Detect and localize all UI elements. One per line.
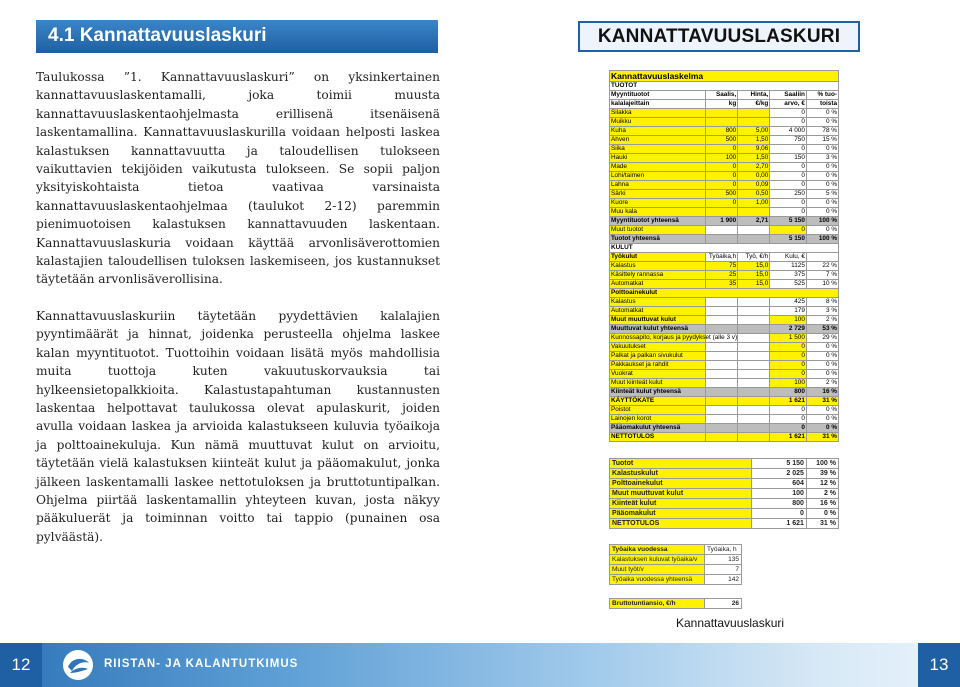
sheet-cell bbox=[738, 415, 770, 424]
sheet-row bbox=[610, 415, 839, 424]
summary-row bbox=[610, 469, 839, 479]
sheet-cell bbox=[706, 388, 738, 397]
sheet-cell: 525 bbox=[770, 280, 807, 289]
bruttotuntiansio-cell: Bruttotuntiansio, €/h bbox=[610, 599, 705, 609]
sheet-cell bbox=[706, 397, 738, 406]
sheet-row bbox=[610, 253, 839, 262]
sheet-row bbox=[610, 343, 839, 352]
sheet-cell: Hinta, bbox=[738, 91, 770, 100]
sheet-cell bbox=[738, 325, 770, 334]
sheet-cell: 8 % bbox=[806, 298, 838, 307]
sheet-cell: Kuore bbox=[610, 199, 706, 208]
summary-cell: Pääomakulut bbox=[610, 509, 752, 519]
sheet-cell bbox=[738, 433, 770, 442]
sheet-cell: 0 bbox=[770, 415, 807, 424]
sheet-cell: 1,00 bbox=[738, 199, 770, 208]
sheet-row bbox=[610, 127, 839, 136]
sheet-cell bbox=[706, 406, 738, 415]
sheet-cell bbox=[706, 226, 738, 235]
workload-cell: 142 bbox=[705, 575, 742, 585]
sheet-cell: 0 bbox=[770, 199, 807, 208]
sheet-cell: Lohi/taimen bbox=[610, 172, 706, 181]
sheet-cell: Pääomakulut yhteensä bbox=[610, 424, 706, 433]
workload-cell: Työaika vuodessa bbox=[610, 545, 705, 555]
sheet-cell: Särki bbox=[610, 190, 706, 199]
sheet-cell: Made bbox=[610, 163, 706, 172]
sheet-cell: 2 % bbox=[806, 316, 838, 325]
sheet-cell bbox=[706, 118, 738, 127]
sheet-cell: 31 % bbox=[806, 397, 838, 406]
sheet-cell: Saaliin bbox=[770, 91, 807, 100]
summary-cell: 0 % bbox=[806, 509, 838, 519]
sheet-cell: % tuo- bbox=[806, 91, 838, 100]
sheet-row bbox=[610, 397, 839, 406]
sheet-cell: 1,50 bbox=[738, 154, 770, 163]
sheet-cell: 0 % bbox=[806, 226, 838, 235]
sheet-cell: 0 bbox=[770, 109, 807, 118]
sheet-cell: 5,00 bbox=[738, 127, 770, 136]
summary-cell: 100 % bbox=[806, 459, 838, 469]
sheet-cell: Automatkat bbox=[610, 280, 706, 289]
sheet-cell: 0 % bbox=[806, 145, 838, 154]
sheet-cell bbox=[738, 388, 770, 397]
workload-row bbox=[610, 565, 742, 575]
sheet-cell: 10 % bbox=[806, 280, 838, 289]
summary-cell: 5 150 bbox=[751, 459, 806, 469]
sheet-cell: 0 % bbox=[806, 199, 838, 208]
sheet-cell bbox=[706, 325, 738, 334]
sheet-cell: arvo, € bbox=[770, 100, 807, 109]
sheet-row bbox=[610, 388, 839, 397]
sheet-cell: 15,0 bbox=[738, 271, 770, 280]
sheet-cell: 0 % bbox=[806, 343, 838, 352]
workload-cell: Muut työt/v bbox=[610, 565, 705, 575]
sheet-cell: 100 bbox=[770, 316, 807, 325]
sheet-cell: 0 bbox=[770, 370, 807, 379]
sheet-cell bbox=[738, 118, 770, 127]
sheet-cell: 2,71 bbox=[738, 217, 770, 226]
sheet-row bbox=[610, 280, 839, 289]
sheet-cell: 3 % bbox=[806, 154, 838, 163]
sheet-cell: Työ, €/h bbox=[738, 253, 770, 262]
sheet-cell: 250 bbox=[770, 190, 807, 199]
sheet-row bbox=[610, 271, 839, 280]
summary-cell: Kalastuskulut bbox=[610, 469, 752, 479]
sheet-table bbox=[609, 70, 839, 442]
spacer-cell bbox=[705, 585, 742, 599]
sheet-cell: 100 bbox=[770, 379, 807, 388]
sheet-cell: 0 bbox=[770, 172, 807, 181]
figure-caption: Kannattavuuslaskuri bbox=[676, 616, 785, 630]
sheet-cell: Työkulut bbox=[610, 253, 706, 262]
sheet-cell bbox=[706, 235, 738, 244]
box-title: KANNATTAVUUSLASKURI bbox=[578, 21, 860, 52]
workload-cell: Työaika vuodessa yhteensä bbox=[610, 575, 705, 585]
sheet-cell: Kalastus bbox=[610, 298, 706, 307]
sheet-row bbox=[610, 289, 839, 298]
summary-cell: 2 025 bbox=[751, 469, 806, 479]
sheet-row bbox=[610, 71, 839, 82]
summary-cell: Polttoainekulut bbox=[610, 479, 752, 489]
sheet-cell: 0 % bbox=[806, 352, 838, 361]
sheet-cell: 800 bbox=[770, 388, 807, 397]
sheet-cell: 0,00 bbox=[738, 172, 770, 181]
sheet-cell bbox=[706, 316, 738, 325]
page-number-left: 12 bbox=[0, 643, 42, 687]
sheet-row bbox=[610, 325, 839, 334]
sheet-row bbox=[610, 406, 839, 415]
sheet-cell: Tuotot yhteensä bbox=[610, 235, 706, 244]
sheet-cell: kg bbox=[706, 100, 738, 109]
sheet-row bbox=[610, 190, 839, 199]
sheet-cell bbox=[706, 424, 738, 433]
sheet-cell: 1 621 bbox=[770, 433, 807, 442]
body-text bbox=[36, 68, 440, 564]
sheet-cell: 2 729 bbox=[770, 325, 807, 334]
sheet-cell: Palkat ja palkan sivukulut bbox=[610, 352, 706, 361]
paragraph-2: Kannattavuuslaskuriin täytetään pyydettävien kalalajien pyyntimäärät ja hinnat, joidenka perusteella ohjelma laskee kalan myyntituotot. Tuottoihin voidaan lisätä myös mahdollisia muita tuottoja kuten vakuutuskorvauksia tai hylkeensietopalkkioita. Kalastustapahtuman kustannusten laskentaa helpottavat taulukossa olevat apulaskurit, joiden avulla voidaan laskea ja arvioida kalastukseen kuluvia työaikoja ja polttoainekuluja. Kun nämä muuttuvat kulut on arvioitu, täytetään vielä kalastuksen kiinteät kulut ja pääomakulut, jonka jälkeen laskentamalli laskee nettotuloksen ja bruttotuntipalkan. Ohjelma piirtää laskentamallin yhteyteen kuvan, josta näkyy pääkuluerät ja toiminnan voitto tai tappio (punainen osa pylväästä). bbox=[36, 308, 440, 544]
sheet-cell: 22 % bbox=[806, 262, 838, 271]
organization-name: RIISTAN- JA KALANTUTKIMUS bbox=[104, 658, 299, 670]
sheet-cell: Muikku bbox=[610, 118, 706, 127]
sheet-cell: 0 % bbox=[806, 181, 838, 190]
sheet-row bbox=[610, 244, 839, 253]
sheet-cell: 100 bbox=[706, 154, 738, 163]
workload-row bbox=[610, 555, 742, 565]
sheet-cell: 0 bbox=[770, 145, 807, 154]
sheet-cell bbox=[706, 361, 738, 370]
sheet-cell: 0 bbox=[770, 361, 807, 370]
sheet-cell: 25 bbox=[706, 271, 738, 280]
sheet-cell: 2 % bbox=[806, 379, 838, 388]
summary-cell: 100 bbox=[751, 489, 806, 499]
sheet-cell: 0 % bbox=[806, 118, 838, 127]
sheet-cell: 100 % bbox=[806, 235, 838, 244]
summary-cell: 800 bbox=[751, 499, 806, 509]
sheet-row bbox=[610, 262, 839, 271]
sheet-cell bbox=[738, 370, 770, 379]
sheet-cell: 500 bbox=[706, 136, 738, 145]
sheet-cell: €/kg bbox=[738, 100, 770, 109]
sheet-cell: Työaika,h bbox=[706, 253, 738, 262]
workload-row bbox=[610, 545, 742, 555]
sheet-cell: 35 bbox=[706, 280, 738, 289]
sheet-row bbox=[610, 145, 839, 154]
workload-cell: Työaika, h bbox=[705, 545, 742, 555]
page-number-right: 13 bbox=[918, 643, 960, 687]
sheet-row bbox=[610, 352, 839, 361]
sheet-cell: 29 % bbox=[806, 334, 838, 343]
sheet-cell: 150 bbox=[770, 154, 807, 163]
sheet-cell: toista bbox=[806, 100, 838, 109]
sheet-cell bbox=[738, 379, 770, 388]
summary-cell: NETTOTULOS bbox=[610, 519, 752, 529]
sheet-cell bbox=[738, 361, 770, 370]
summary-row bbox=[610, 499, 839, 509]
sheet-cell: Siika bbox=[610, 145, 706, 154]
sheet-cell: Muut tuotot bbox=[610, 226, 706, 235]
sheet-cell: 0 bbox=[770, 343, 807, 352]
sheet-cell: TUOTOT bbox=[610, 82, 839, 91]
sheet-row bbox=[610, 136, 839, 145]
sheet-cell: 1 621 bbox=[770, 397, 807, 406]
sheet-cell: Vuokrat bbox=[610, 370, 706, 379]
sheet-cell bbox=[706, 433, 738, 442]
sheet-cell bbox=[738, 307, 770, 316]
sheet-cell: 0 % bbox=[806, 172, 838, 181]
paragraph-1: Taulukossa ”1. Kannattavuuslaskuri” on yksinkertainen kannattavuuslaskentamalli, joka toimii muusta kannattavuuslaskentaohjelmasta erillisenä itsenäisenä laskentamallina. Kannattavuuslaskurilla voidaan helposti laskea kalastuksen kannattavuutta ja taloudellisen tulokseen vaikuttavien tekijöiden vaikutusta tulokseen. Se sopii paljon yksityiskohtaista tietoa vaativaa varsinaista kannattavuuslaskentaohjelmaa (taulukot 2-12) paremmin pienimuotoisen kalastuksen kannattavuuden laskentaan. Kannattavuuslaskuria voidaan käyttää arvonlisäverottomien kalastajien taloudellisen tuloksen laskemiseen, jos kustannukset täytetään arvonlisäverollisina. bbox=[36, 70, 440, 287]
sheet-cell: 0 bbox=[770, 181, 807, 190]
fish-logo-icon bbox=[62, 649, 94, 681]
sheet-cell: Kunnossapito, korjaus ja pyydykset (alle 3 v) bbox=[611, 334, 738, 341]
sheet-cell: 0 % bbox=[806, 163, 838, 172]
sheet-cell: Lahna bbox=[610, 181, 706, 190]
sheet-cell bbox=[706, 208, 738, 217]
sheet-cell: Käsittely rannassa bbox=[610, 271, 706, 280]
workload-cell: Kalastuksen kuluvat työaika/v bbox=[610, 555, 705, 565]
sheet-cell: 0,50 bbox=[738, 190, 770, 199]
sheet-cell bbox=[738, 316, 770, 325]
workload-table bbox=[609, 544, 742, 609]
sheet-cell bbox=[738, 298, 770, 307]
workload-spacer bbox=[610, 585, 742, 599]
summary-cell: Muut muuttuvat kulut bbox=[610, 489, 752, 499]
sheet-cell: 0 bbox=[706, 199, 738, 208]
sheet-row bbox=[610, 226, 839, 235]
summary-table bbox=[609, 458, 839, 529]
sheet-cell: 1 500 bbox=[770, 334, 807, 343]
sheet-cell: 0 bbox=[706, 181, 738, 190]
sheet-cell: Polttoainekulut bbox=[610, 289, 839, 298]
sheet-cell: Poistot bbox=[610, 406, 706, 415]
sheet-cell: Myyntituotot bbox=[610, 91, 706, 100]
sheet-row bbox=[610, 433, 839, 442]
sheet-cell bbox=[706, 370, 738, 379]
sheet-row bbox=[610, 298, 839, 307]
sheet-row bbox=[610, 199, 839, 208]
sheet-row bbox=[610, 82, 839, 91]
sheet-cell: 425 bbox=[770, 298, 807, 307]
sheet-row bbox=[610, 235, 839, 244]
sheet-cell: Kiinteät kulut yhteensä bbox=[610, 388, 706, 397]
sheet-cell: Pakkaukset ja rahdit bbox=[610, 361, 706, 370]
sheet-cell: Silakka bbox=[610, 109, 706, 118]
sheet-cell bbox=[738, 343, 770, 352]
sheet-row bbox=[610, 370, 839, 379]
sheet-cell: 31 % bbox=[806, 433, 838, 442]
sheet-row bbox=[610, 163, 839, 172]
sheet-cell: 375 bbox=[770, 271, 807, 280]
sheet-cell: 2,70 bbox=[738, 163, 770, 172]
sheet-cell bbox=[738, 424, 770, 433]
sheet-row bbox=[610, 154, 839, 163]
sheet-row bbox=[610, 307, 839, 316]
summary-cell: Kiinteät kulut bbox=[610, 499, 752, 509]
sheet-cell: Muut muuttuvat kulut bbox=[610, 316, 706, 325]
sheet-cell: 15,0 bbox=[738, 280, 770, 289]
sheet-cell: NETTOTULOS bbox=[610, 433, 706, 442]
sheet-cell: Hauki bbox=[610, 154, 706, 163]
sheet-cell bbox=[738, 208, 770, 217]
sheet-cell: 4 000 bbox=[770, 127, 807, 136]
sheet-cell: 5 150 bbox=[770, 217, 807, 226]
sheet-cell: 0 bbox=[770, 226, 807, 235]
summary-cell: 0 bbox=[751, 509, 806, 519]
summary-cell: 12 % bbox=[806, 479, 838, 489]
sheet-cell bbox=[706, 352, 738, 361]
sheet-cell: 0 % bbox=[806, 208, 838, 217]
sheet-cell: KULUT bbox=[610, 244, 839, 253]
section-title: 4.1 Kannattavuuslaskuri bbox=[36, 20, 438, 53]
sheet-cell bbox=[706, 343, 738, 352]
sheet-cell: 0 bbox=[770, 118, 807, 127]
sheet-row bbox=[610, 91, 839, 100]
sheet-cell: 0 % bbox=[806, 109, 838, 118]
sheet-cell bbox=[806, 253, 838, 262]
sheet-cell bbox=[738, 226, 770, 235]
sheet-cell: 0 bbox=[770, 352, 807, 361]
summary-cell: 39 % bbox=[806, 469, 838, 479]
sheet-cell: 0 bbox=[706, 145, 738, 154]
sheet-cell: Kannattavuuslaskelma bbox=[610, 71, 839, 82]
summary-cell: Tuotot bbox=[610, 459, 752, 469]
sheet-cell: 179 bbox=[770, 307, 807, 316]
sheet-cell bbox=[706, 109, 738, 118]
summary-row bbox=[610, 519, 839, 529]
sheet-row bbox=[610, 361, 839, 370]
sheet-cell: 800 bbox=[706, 127, 738, 136]
summary-row bbox=[610, 489, 839, 499]
sheet-cell: Kulu, € bbox=[770, 253, 807, 262]
sheet-row bbox=[610, 379, 839, 388]
sheet-cell bbox=[738, 235, 770, 244]
sheet-cell: 0 % bbox=[806, 361, 838, 370]
bruttotuntiansio-cell: 26 bbox=[705, 599, 742, 609]
sheet-cell: 75 bbox=[706, 262, 738, 271]
sheet-cell: Myyntituotot yhteensä bbox=[610, 217, 706, 226]
sheet-cell bbox=[738, 406, 770, 415]
sheet-cell: 7 % bbox=[806, 271, 838, 280]
sheet-cell: 0 bbox=[770, 424, 807, 433]
sheet-cell: 78 % bbox=[806, 127, 838, 136]
sheet-row bbox=[610, 118, 839, 127]
sheet-cell: 100 % bbox=[806, 217, 838, 226]
sheet-cell: Muu kala bbox=[610, 208, 706, 217]
summary-cell: 604 bbox=[751, 479, 806, 489]
sheet-cell: Kalastus bbox=[610, 262, 706, 271]
sheet-cell: 16 % bbox=[806, 388, 838, 397]
workload-cell: 7 bbox=[705, 565, 742, 575]
sheet-cell: Saalis, bbox=[706, 91, 738, 100]
workload-row bbox=[610, 575, 742, 585]
sheet-cell bbox=[706, 307, 738, 316]
sheet-cell: Muuttuvat kulut yhteensä bbox=[610, 325, 706, 334]
sheet-row bbox=[610, 109, 839, 118]
sheet-cell: 3 % bbox=[806, 307, 838, 316]
sheet-cell: 0 bbox=[706, 163, 738, 172]
sheet-cell: Kuha bbox=[610, 127, 706, 136]
sheet-cell: Ahven bbox=[610, 136, 706, 145]
sheet-cell: 1,50 bbox=[738, 136, 770, 145]
sheet-cell: 0 % bbox=[806, 424, 838, 433]
summary-cell: 1 621 bbox=[751, 519, 806, 529]
sheet-row bbox=[610, 424, 839, 433]
sheet-cell: 0 bbox=[770, 208, 807, 217]
sheet-cell: 0 % bbox=[806, 370, 838, 379]
sheet-cell: Automatkat bbox=[610, 307, 706, 316]
sheet-cell bbox=[706, 415, 738, 424]
sheet-cell: KÄYTTÖKATE bbox=[610, 397, 706, 406]
sheet-row bbox=[610, 316, 839, 325]
sheet-cell: 750 bbox=[770, 136, 807, 145]
summary-row bbox=[610, 479, 839, 489]
summary-row bbox=[610, 509, 839, 519]
sheet-cell: kalalajeittain bbox=[610, 100, 706, 109]
sheet-cell: 53 % bbox=[806, 325, 838, 334]
sheet-cell: Vakuutukset bbox=[610, 343, 706, 352]
summary-row bbox=[610, 459, 839, 469]
sheet-cell bbox=[738, 352, 770, 361]
workload-cell: 135 bbox=[705, 555, 742, 565]
sheet-cell bbox=[706, 298, 738, 307]
sheet-cell: 5 % bbox=[806, 190, 838, 199]
sheet-cell: Lainojen korot bbox=[610, 415, 706, 424]
sheet-row bbox=[610, 217, 839, 226]
summary-cell: 2 % bbox=[806, 489, 838, 499]
sheet-cell bbox=[738, 397, 770, 406]
sheet-cell: 1 900 bbox=[706, 217, 738, 226]
sheet-row bbox=[610, 334, 839, 343]
sheet-cell bbox=[706, 379, 738, 388]
sheet-cell: 15 % bbox=[806, 136, 838, 145]
profitability-sheet bbox=[609, 70, 839, 442]
sheet-row bbox=[610, 208, 839, 217]
sheet-cell bbox=[738, 109, 770, 118]
summary-cell: 16 % bbox=[806, 499, 838, 509]
sheet-row bbox=[610, 100, 839, 109]
sheet-cell: 5 150 bbox=[770, 235, 807, 244]
sheet-cell: 0 bbox=[770, 406, 807, 415]
sheet-row bbox=[610, 172, 839, 181]
sheet-cell: 9,06 bbox=[738, 145, 770, 154]
sheet-cell bbox=[738, 334, 770, 343]
bruttotuntiansio-row bbox=[610, 599, 742, 609]
sheet-cell: Muut kiinteät kulut bbox=[610, 379, 706, 388]
sheet-cell: 0,09 bbox=[738, 181, 770, 190]
summary-cell: 31 % bbox=[806, 519, 838, 529]
sheet-cell: 500 bbox=[706, 190, 738, 199]
sheet-cell: 1125 bbox=[770, 262, 807, 271]
sheet-row bbox=[610, 181, 839, 190]
sheet-cell: 0 % bbox=[806, 415, 838, 424]
sheet-cell: 15,0 bbox=[738, 262, 770, 271]
sheet-cell: 0 bbox=[770, 163, 807, 172]
sheet-cell: 0 % bbox=[806, 406, 838, 415]
sheet-cell: 0 bbox=[706, 172, 738, 181]
spacer-cell bbox=[610, 585, 705, 599]
